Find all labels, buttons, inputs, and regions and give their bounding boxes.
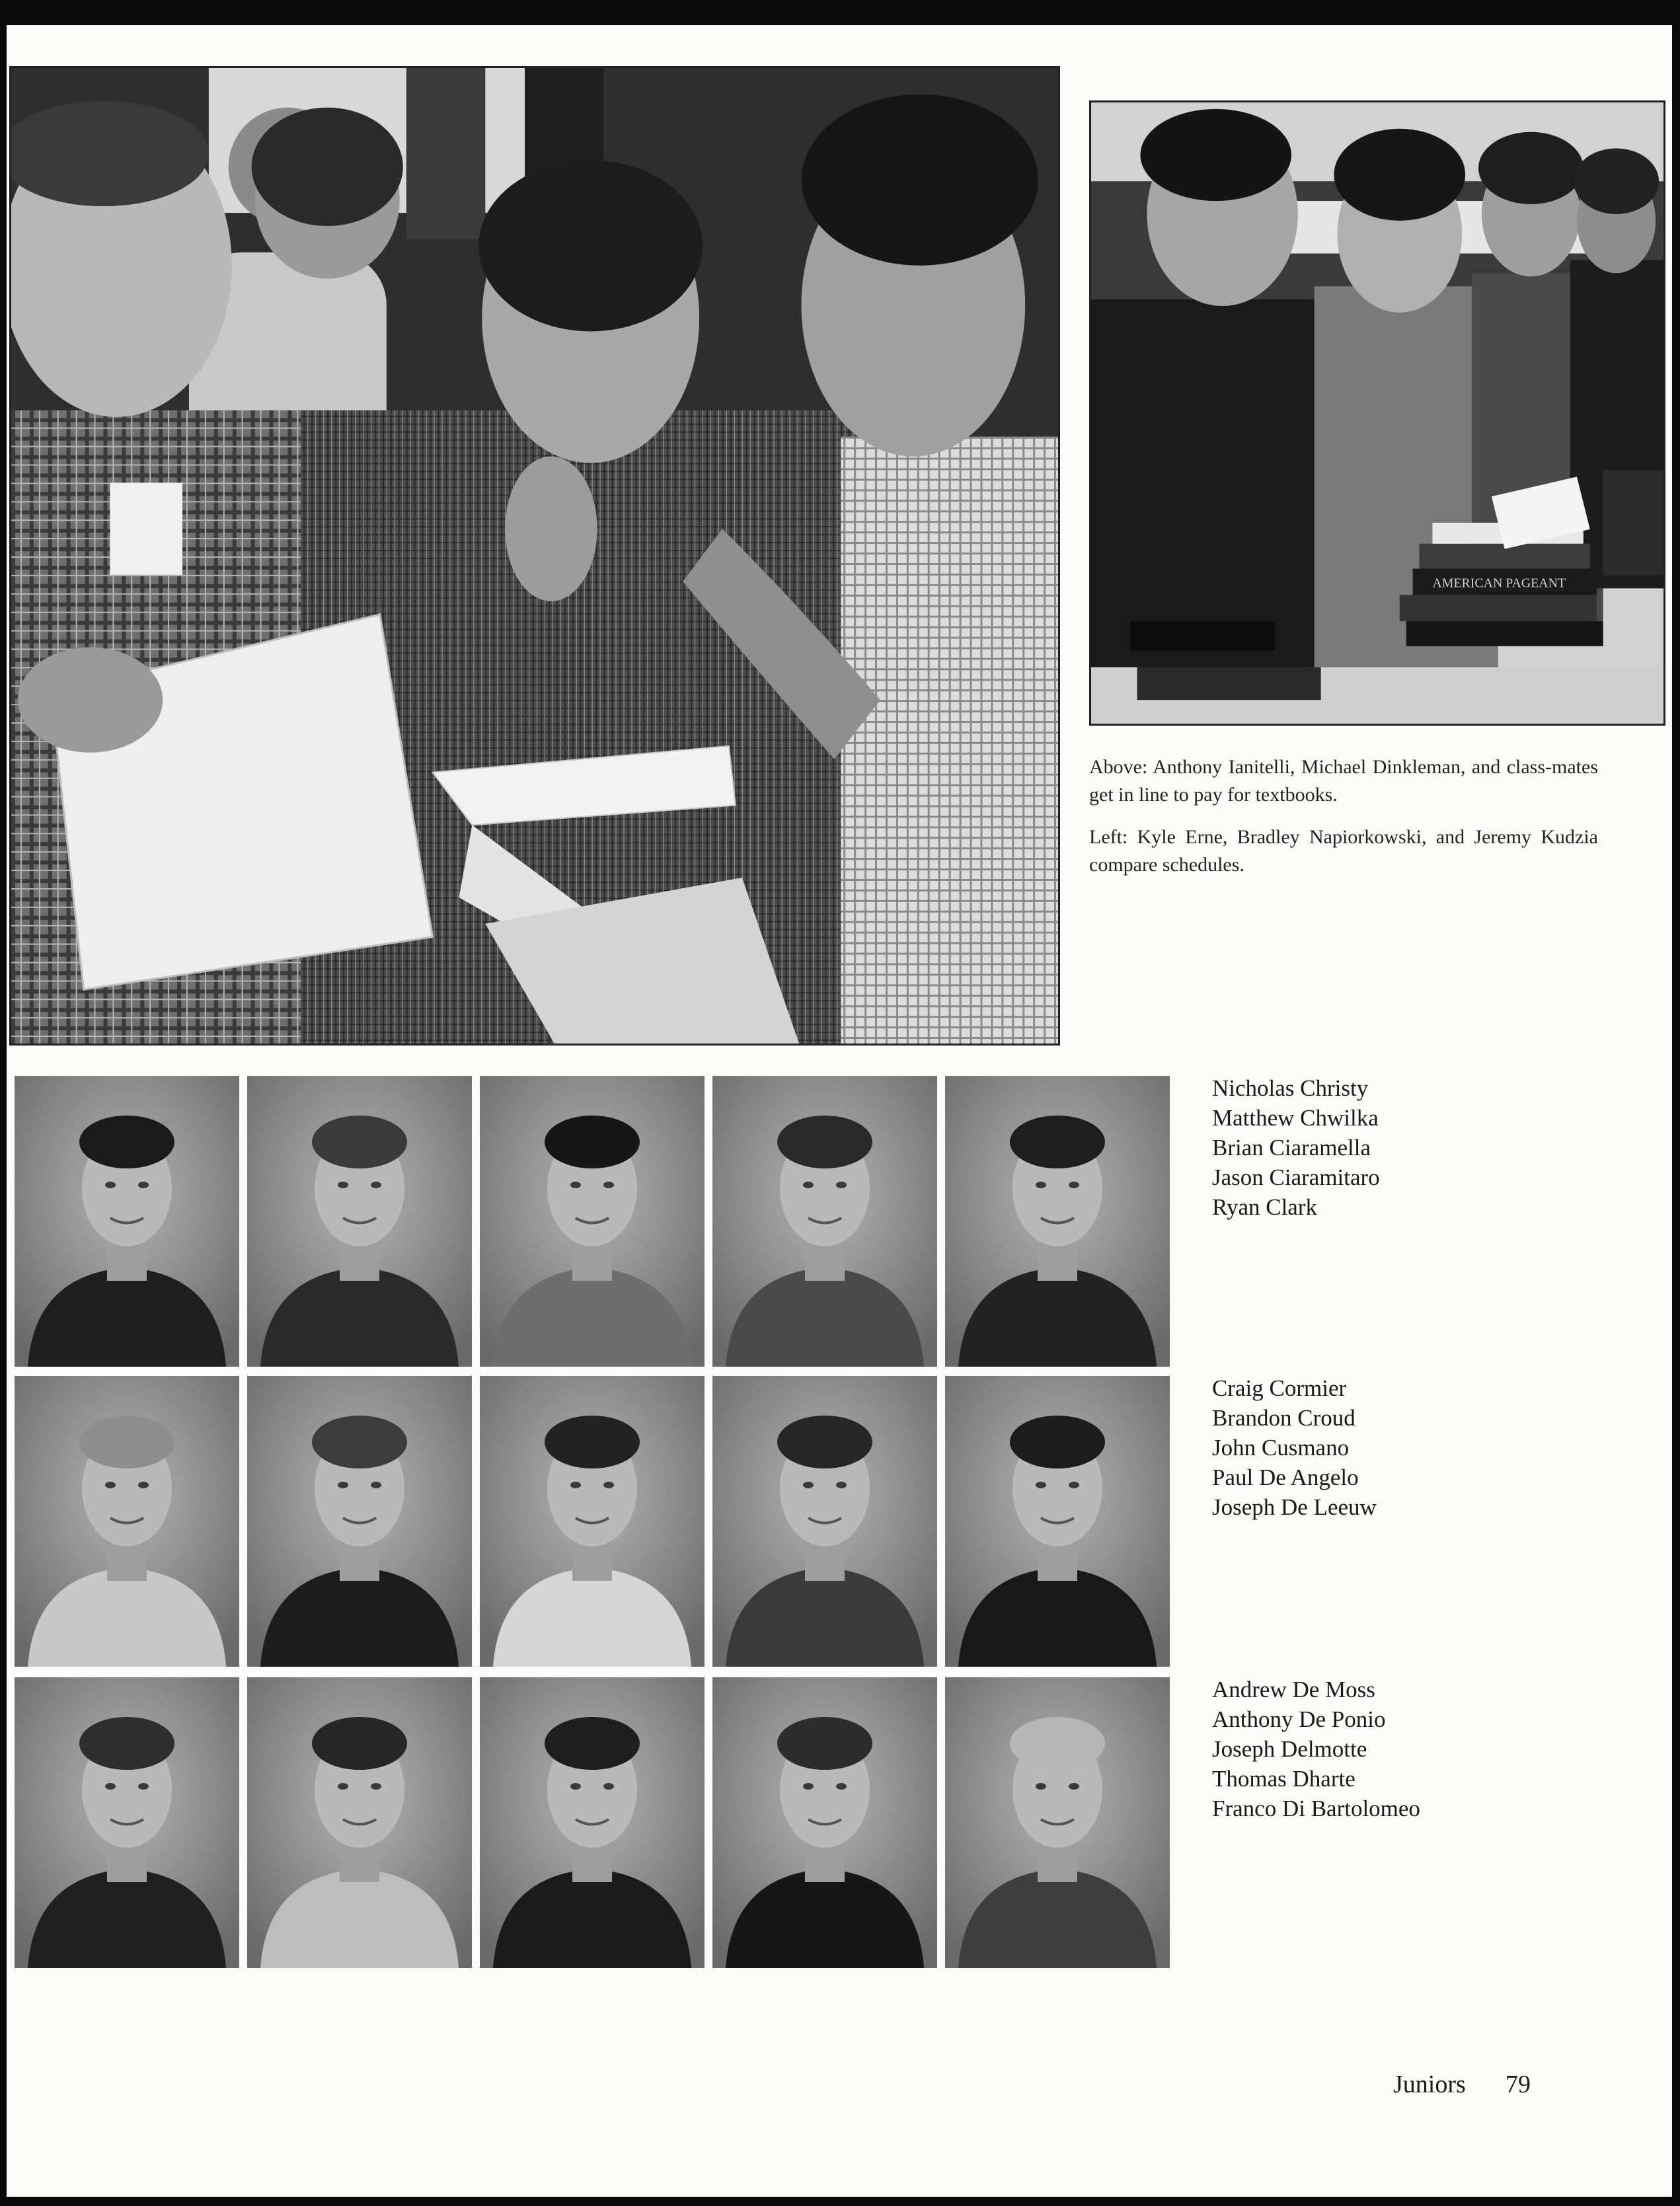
student-name: Joseph Delmotte: [1212, 1736, 1367, 1762]
student-portrait: [945, 1076, 1170, 1367]
student-name: Jason Ciaramitaro: [1212, 1164, 1380, 1190]
student-portrait: [712, 1376, 937, 1667]
student-name: Brian Ciaramella: [1212, 1135, 1371, 1160]
yearbook-page: [7, 25, 1672, 2197]
student-portrait: [15, 1376, 239, 1667]
candid-photo-schedules: [9, 66, 1060, 1046]
student-name: Paul De Angelo: [1212, 1464, 1359, 1490]
student-name: Joseph De Leeuw: [1212, 1494, 1377, 1520]
student-name: Anthony De Ponio: [1212, 1706, 1386, 1732]
footer-section-label: Juniors: [1393, 2071, 1466, 2098]
student-name: Brandon Croud: [1212, 1405, 1355, 1431]
student-portrait: [480, 1076, 705, 1367]
student-name: Craig Cormier: [1212, 1375, 1347, 1401]
student-name: Franco Di Bartolomeo: [1212, 1796, 1420, 1821]
student-portrait: [945, 1677, 1170, 1968]
book-title-text: AMERICAN PAGEANT: [1432, 576, 1566, 591]
student-portrait: [15, 1076, 239, 1367]
names-row-1: [1212, 1073, 1380, 1222]
student-portrait: [247, 1376, 472, 1667]
caption-above: Above: Anthony Ianitelli, Michael Dinkleman, and class-mates get in line to pay for textbooks.: [1089, 756, 1598, 806]
student-portrait: [712, 1076, 937, 1367]
page-number: 79: [1506, 2071, 1531, 2098]
student-portrait: [15, 1677, 239, 1968]
student-name: Thomas Dharte: [1212, 1766, 1355, 1792]
student-name: Nicholas Christy: [1212, 1075, 1369, 1101]
names-row-3: [1212, 1675, 1420, 1823]
student-portrait: [247, 1677, 472, 1968]
caption-left: Left: Kyle Erne, Bradley Napiorkowski, and Jeremy Kudzia compare schedules.: [1089, 826, 1598, 876]
student-portrait: [945, 1376, 1170, 1667]
student-name: John Cusmano: [1212, 1435, 1350, 1461]
student-name: Matthew Chwilka: [1212, 1105, 1379, 1131]
student-portrait: [480, 1376, 705, 1667]
student-portrait: [480, 1677, 705, 1968]
candid-photo-textbooks: [1089, 100, 1665, 726]
student-portrait: [712, 1677, 937, 1968]
student-name: Andrew De Moss: [1212, 1677, 1375, 1702]
student-name: Ryan Clark: [1212, 1194, 1317, 1220]
student-portrait: [247, 1076, 472, 1367]
names-row-2: [1212, 1373, 1377, 1522]
